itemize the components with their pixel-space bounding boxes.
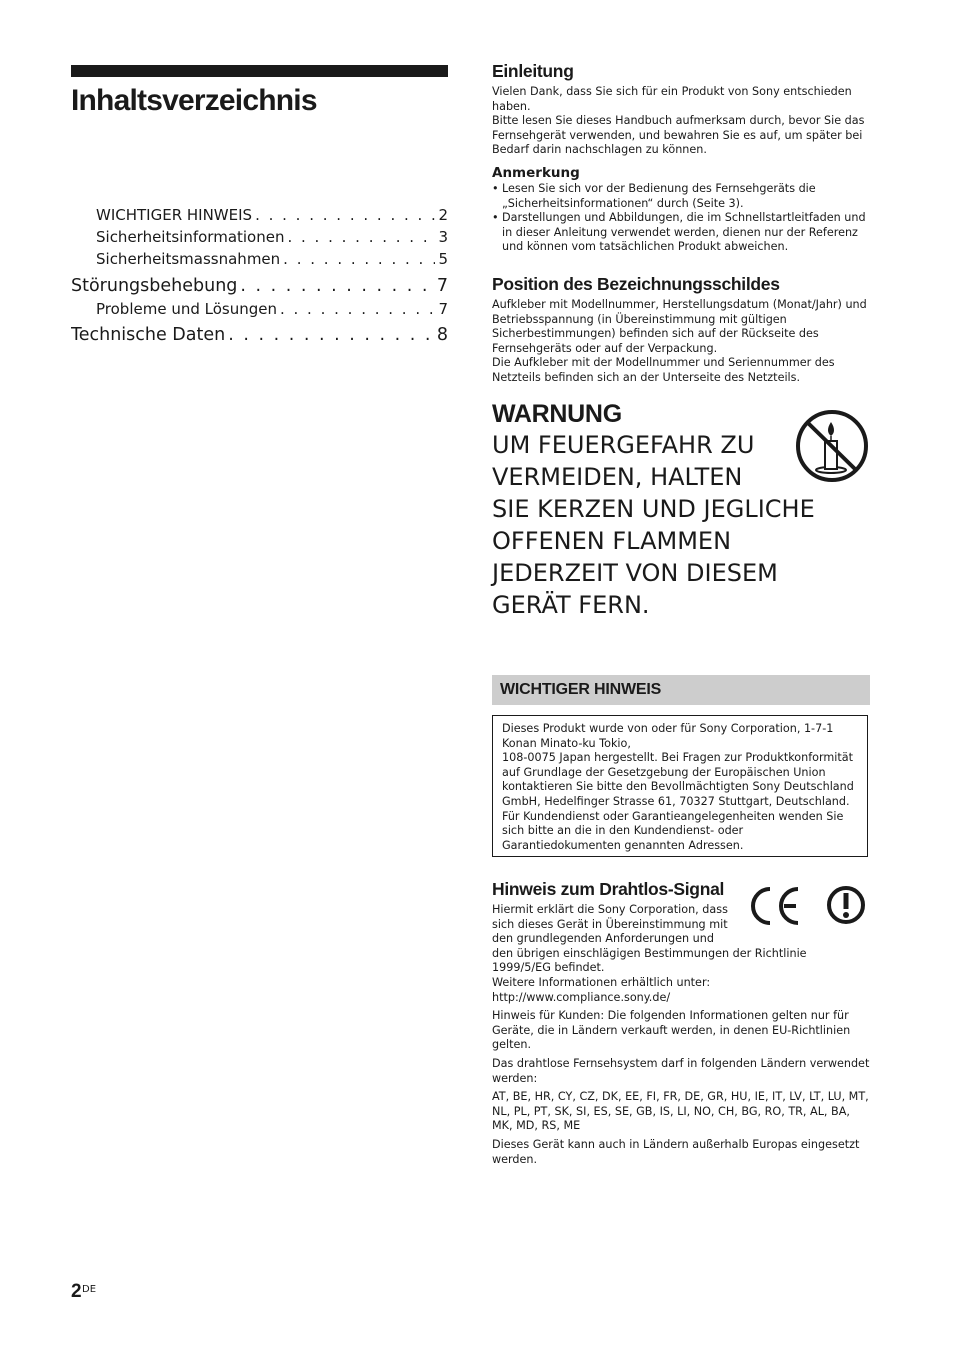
intro-paragraph-1: Vielen Dank, dass Sie sich für ein Produkt von Sony entschieden haben. [492, 85, 852, 113]
wireless-line: Hiermit erklärt die Sony Corporation, dass [492, 903, 728, 916]
important-notice-box [492, 715, 868, 857]
toc-leader [287, 226, 435, 248]
no-candles-icon [794, 408, 870, 484]
toc-entry-sicherheitsmassnahmen[interactable] [96, 248, 448, 270]
important-notice-line: kontaktieren Sie bitte den Bevollmächtigten Sony Deutschland [502, 780, 854, 794]
wireless-countries-list: AT, BE, HR, CY, CZ, DK, EE, FI, FR, DE, GR, HU, IE, IT, LV, LT, LU, MT, NL, PL, PT, SK, SI, ES, SE, GB, IS, LI, NO, CH, BG, RO, TR, AL, BA, MK, MD, RS, ME [492, 1090, 869, 1133]
page-number: 2 [71, 1281, 82, 1302]
toc-entry-label: Probleme und Lösungen [96, 300, 277, 318]
important-notice-line: Für Kundendienst oder Garantieangelegenheiten wenden Sie [502, 809, 844, 823]
note-bullet-text: Lesen Sie sich vor der Bedienung des Fernsehgeräts die „Sicherheitsinformationen“ durch (Seite 3). [502, 181, 816, 210]
important-notice-heading: WICHTIGER HINWEIS [500, 681, 662, 698]
toc-leader [255, 204, 435, 226]
wireless-line: den grundlegenden Anforderungen und [492, 932, 714, 946]
important-notice-line: Dieses Produkt wurde von oder für Sony Corporation, 1-7-1 [502, 722, 834, 735]
note-heading: Anmerkung [492, 164, 580, 181]
wireless-line: den übrigen einschlägigen Bestimmungen der Richtlinie [492, 946, 807, 960]
warning-line: GERÄT FERN. [492, 591, 650, 619]
toc-entry-probleme-und-loesungen[interactable] [96, 298, 448, 320]
important-notice-line: sich bitte an die in den Kundendienst- oder [502, 824, 744, 838]
important-notice-line: Konan Minato-ku Tokio, [502, 736, 631, 750]
page-language-code: DE [82, 1284, 97, 1295]
toc-leader [228, 322, 434, 348]
note-bullet-text: Darstellungen und Abbildungen, die im Schnellstartleitfaden und in dieser Anleitung verwendet werden, dienen nur der Referenz und können vom tatsächlichen Produkt abweichen. [502, 211, 866, 254]
warning-text [492, 429, 832, 621]
toc-leader [280, 298, 435, 320]
bullet-icon: • [492, 181, 499, 195]
toc-entry-page: 8 [436, 325, 448, 345]
toc-entry-page: 3 [438, 228, 448, 246]
alert-circle-icon [826, 885, 866, 925]
toc-entry-page: 5 [438, 250, 448, 268]
toc-leader [283, 248, 435, 270]
toc-entry-label: Sicherheitsmassnahmen [96, 250, 281, 268]
intro-heading: Einleitung [492, 61, 574, 81]
note-bullet [492, 211, 870, 255]
compliance-link[interactable]: http://www.compliance.sony.de/ [492, 990, 671, 1004]
warning-line: OFFENEN FLAMMEN [492, 527, 732, 555]
toc-entry-label: Sicherheitsinformationen [96, 228, 285, 246]
important-notice-line: GmbH, Hedelfinger Strasse 61, 70327 Stuttgart, Deutschland. [502, 794, 850, 808]
page-title: Inhaltsverzeichnis [71, 84, 317, 117]
important-notice-line: auf Grundlage der Gesetzgebung der Europäischen Union [502, 765, 826, 779]
intro-section [492, 60, 870, 255]
important-notice-line: 108-0075 Japan hergestellt. Bei Fragen zur Produktkonformität [502, 751, 854, 765]
warning-title: WARNUNG [492, 400, 622, 428]
wireless-section [492, 878, 870, 1167]
wireless-line: sich dieses Gerät in Übereinstimmung mit [492, 917, 728, 931]
label-position-section [492, 273, 870, 386]
wireless-declaration [492, 903, 870, 1005]
toc-entry-sicherheitsinformationen[interactable] [96, 226, 448, 248]
wireless-outside-europe: Dieses Gerät kann auch in Ländern außerhalb Europas eingesetzt werden. [492, 1137, 860, 1166]
bullet-icon: • [492, 211, 499, 225]
label-position-heading: Position des Bezeichnungsschildes [492, 274, 780, 294]
wireless-countries-intro: Das drahtlose Fernsehsystem darf in folgenden Ländern verwendet werden: [492, 1056, 870, 1085]
intro-paragraph-2: Bitte lesen Sie dieses Handbuch aufmerksam durch, bevor Sie das Fernsehgerät verwenden, und bewahren Sie es auf, um später bei Bedarf darin nachschlagen zu können. [492, 114, 865, 157]
toc-entry-label: Störungsbehebung [71, 276, 238, 296]
toc-entry-page: 7 [436, 276, 448, 296]
note-bullet [492, 182, 870, 211]
ce-mark-icon [748, 885, 804, 927]
toc-title-bar [71, 65, 448, 77]
toc-entry-stoerungsbehebung[interactable] [71, 273, 448, 299]
warning-line: UM FEUERGEFAHR ZU [492, 431, 755, 459]
toc-entry-page: 2 [438, 206, 448, 224]
warning-line: VERMEIDEN, HALTEN [492, 463, 743, 491]
warning-line: JEDERZEIT VON DIESEM [492, 559, 778, 587]
wireless-heading: Hinweis zum Drahtlos-Signal [492, 879, 725, 899]
wireless-line: 1999/5/EG befindet. [492, 961, 605, 975]
toc-entry-page: 7 [438, 300, 448, 318]
toc-entry-label: WICHTIGER HINWEIS [96, 206, 253, 224]
important-notice-line: Garantiedokumenten genannten Adressen. [502, 838, 744, 852]
toc-entry-technische-daten[interactable] [71, 322, 448, 348]
wireless-customers-note: Hinweis für Kunden: Die folgenden Informationen gelten nur für Geräte, die in Ländern verkauft werden, in denen EU-Richtlinien gelten. [492, 1009, 851, 1052]
label-position-paragraph-2: Die Aufkleber mit der Modellnummer und Seriennummer des Netzteils befinden sich an der Unterseite des Netzteils. [492, 356, 835, 384]
wireless-line: Weitere Informationen erhältlich unter: [492, 975, 711, 989]
toc-entry-label: Technische Daten [71, 325, 226, 345]
toc-leader [240, 273, 433, 299]
warning-line: SIE KERZEN UND JEGLICHE [492, 495, 815, 523]
toc-entry-wichtiger-hinweis[interactable] [96, 204, 448, 226]
label-position-paragraph-1: Aufkleber mit Modellnummer, Herstellungsdatum (Monat/Jahr) und Betriebsspannung (in Übereinstimmung mit gültigen Sicherbestimmungen) befinden sich auf der Rückseite des Fernsehgeräts oder auf der Verpackung. [492, 298, 867, 355]
